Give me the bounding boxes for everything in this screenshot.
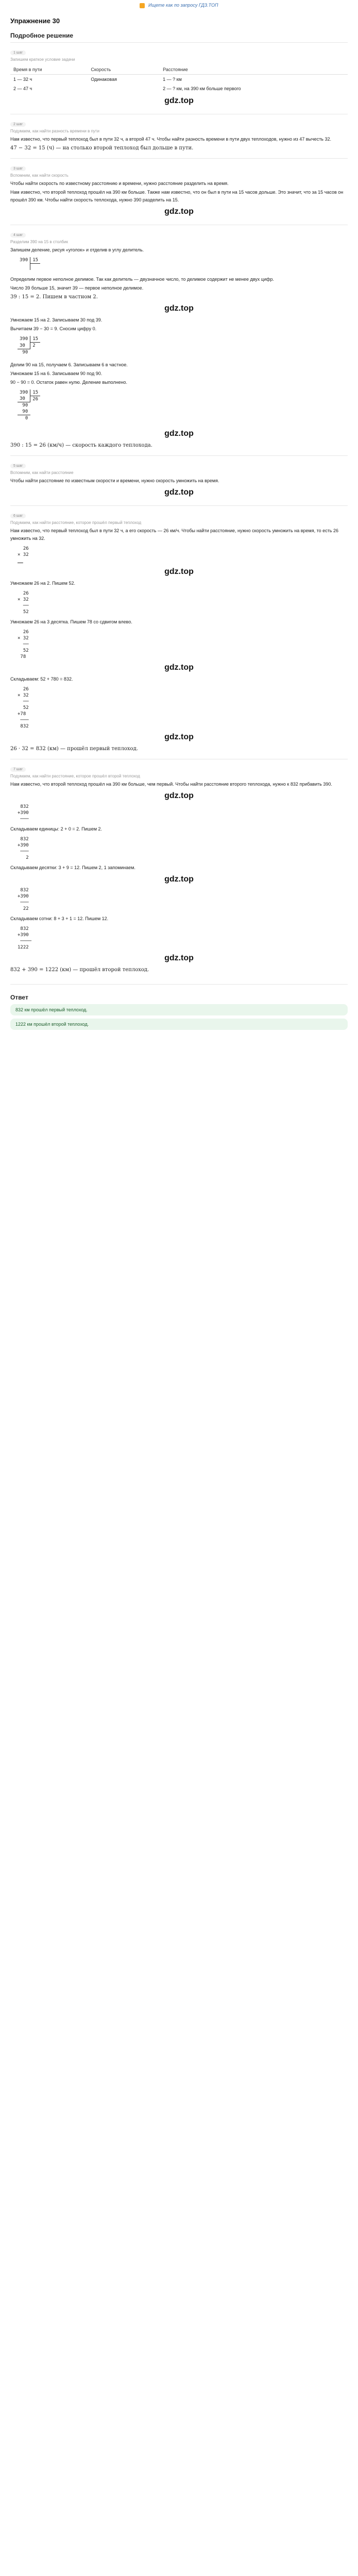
- watermark: gdz.top: [164, 96, 194, 105]
- watermark: gdz.top: [164, 567, 194, 576]
- step-pill: 2 шаг: [10, 122, 26, 127]
- step-4: [10, 225, 348, 455]
- step-text: Число 39 больше 15, значит 39 — первое неполное делимое.: [10, 285, 144, 291]
- answer-line: 832 км прошёл первый теплоход.: [10, 1004, 348, 1015]
- step-text: Определим первое неполное делимое. Так как делитель — двузначное число, то делимое содержит не менее двух цифр.: [10, 277, 274, 282]
- table-cell: 1 — ? км: [163, 77, 182, 82]
- step-action: Подумаем, как найти разность времени в пути: [10, 129, 100, 133]
- logo-icon: [140, 3, 145, 8]
- watermark: gdz.top: [164, 488, 194, 497]
- step-text: Умножаем 15 на 2. Записываем 30 под 39.: [10, 317, 103, 323]
- step-pill: 7 шаг: [10, 767, 26, 772]
- watermark: gdz.top: [164, 791, 194, 800]
- step-5: [10, 455, 348, 505]
- table-cell: [88, 84, 160, 93]
- answer-section: [10, 984, 348, 1030]
- column-addition: 832 +390 ─── 22: [18, 888, 29, 911]
- table-cell: 1 — 32 ч: [13, 77, 32, 82]
- answer-title: Ответ: [10, 994, 28, 1001]
- table-header: Время в пути: [10, 65, 88, 75]
- step-pill: 3 шаг: [10, 166, 26, 171]
- step-text: Нам известно, что второй теплоход прошёл на 390 км больше. Также нам известно, что он был в пути на 15 часов дольше. Это значит, что за 15 часов он прошёл 390 км. Чтобы найти скорость теплохода, нужно 390 разделить на 15.: [10, 190, 344, 202]
- watermark: gdz.top: [164, 875, 194, 884]
- column-multiplication: 26 × 32 ── 52 +78 ─── 832: [18, 687, 29, 729]
- step-equation: 390 : 15 = 26 (км/ч) — скорость каждого теплохода.: [10, 443, 152, 448]
- column-multiplication: 26 × 32: [18, 546, 29, 557]
- page-title: Упражнение 30: [10, 17, 60, 25]
- step-text: Делим 90 на 15, получаем 6. Записываем 6 в частное.: [10, 362, 128, 367]
- step-text: Складываем: 52 + 780 = 832.: [10, 676, 73, 682]
- watermark: gdz.top: [164, 304, 194, 313]
- step-text: 90 − 90 = 0. Остаток равен нулю. Деление выполнено.: [10, 379, 127, 385]
- column-addition: 832 +390 ─── 2: [18, 837, 29, 860]
- step-text: Вычитаем 39 − 30 = 9. Сносим цифру 0.: [10, 326, 97, 331]
- step-action: Вспомним, как найти скорость: [10, 173, 69, 178]
- step-text: Умножаем 26 на 2. Пишем 52.: [10, 581, 76, 586]
- top-banner[interactable]: [0, 0, 358, 14]
- watermark: gdz.top: [164, 733, 194, 741]
- top-banner-text: Ищете как по запросу ГДЗ.ТОП: [148, 3, 218, 8]
- step-text: Умножаем 15 на 6. Записываем 90 под 90.: [10, 370, 103, 376]
- step-text: Запишем деление, рисуя «уголок» и отделив в углу делитель.: [10, 247, 144, 252]
- step-equation: 47 − 32 = 15 (ч) — на столько второй теплоход был дольше в пути.: [10, 145, 194, 151]
- step-action: Запишем краткое условие задачи: [10, 57, 75, 62]
- column-multiplication: 26 × 32 ── 52: [18, 591, 29, 615]
- step-text: Нам известно, что первый теплоход был в пути 32 ч, а второй 47 ч. Чтобы найти разность времени в пути двух теплоходов, нужно из 47 вычесть 32.: [10, 137, 332, 142]
- watermark: gdz.top: [164, 429, 194, 438]
- step-action: Разделим 390 на 15 в столбик: [10, 240, 68, 244]
- watermark: gdz.top: [164, 954, 194, 962]
- table-cell: Одинаковая: [91, 77, 117, 82]
- table-header: Расстояние: [160, 65, 348, 75]
- long-division: 390 15 30 26 90 90 0: [18, 389, 40, 422]
- step-action: Подумаем, как найти расстояние, которое прошёл второй теплоход: [10, 774, 140, 778]
- step-6: [10, 505, 348, 759]
- step-7: [10, 759, 348, 980]
- step-text: Складываем единицы: 2 + 0 = 2. Пишем 2.: [10, 826, 103, 832]
- table-header: Скорость: [88, 65, 160, 75]
- step-text: Умножаем 26 на 3 десятка. Пишем 78 со сдвигом влево.: [10, 619, 132, 624]
- step-3: [10, 158, 348, 225]
- column-multiplication: 26 × 32 ── 52 78: [18, 630, 29, 659]
- step-2: [10, 114, 348, 158]
- table-row: [10, 75, 348, 84]
- step-text: Чтобы найти скорость по известному расстоянию и времени, нужно расстояние разделить на время.: [10, 181, 229, 186]
- section-title: Подробное решение: [10, 32, 74, 39]
- watermark: gdz.top: [164, 207, 194, 216]
- step-equation: 39 : 15 = 2. Пишем в частном 2.: [10, 294, 98, 300]
- long-division: 390 15 30 2 90: [18, 336, 40, 355]
- step-text: Складываем десятки: 3 + 9 = 12. Пишем 2, 1 запоминаем.: [10, 865, 135, 870]
- long-division: 390 15: [18, 257, 40, 270]
- step-equation: 26 · 32 = 832 (км) — прошёл первый теплоход.: [10, 746, 138, 752]
- answer-line: 1222 км прошёл второй теплоход.: [10, 1019, 348, 1030]
- step-text: Нам известно, что первый теплоход был в пути 32 ч, а его скорость — 26 км/ч. Чтобы найти расстояние, нужно скорость умножить на время, то есть 26 умножить на 32.: [10, 528, 338, 541]
- step-action: Подумаем, как найти расстояние, которое прошёл первый теплоход: [10, 520, 142, 525]
- step-pill: 5 шаг: [10, 464, 26, 468]
- step-pill: 4 шаг: [10, 233, 26, 238]
- step-1: [10, 42, 348, 114]
- column-addition: 832 +390 ───: [18, 804, 29, 822]
- step-pill: 6 шаг: [10, 514, 26, 518]
- table-cell: 2 — 47 ч: [13, 86, 32, 91]
- table-row: [10, 84, 348, 93]
- watermark: gdz.top: [164, 663, 194, 672]
- step-text: Складываем сотни: 8 + 3 + 1 = 12. Пишем 12.: [10, 916, 109, 921]
- solution-content: [0, 32, 358, 1030]
- step-equation: 832 + 390 = 1222 (км) — прошёл второй теплоход.: [10, 967, 149, 973]
- step-pill: 1 шаг: [10, 50, 26, 55]
- step-action: Вспомним, как найти расстояние: [10, 470, 74, 475]
- step-text: Нам известно, что второй теплоход прошёл на 390 км больше, чем первый. Чтобы найти расстояние второго теплохода, нужно к 832 прибавить 390.: [10, 782, 332, 787]
- condition-table: [10, 65, 348, 93]
- table-cell: 2 — ? км, на 390 км больше первого: [163, 86, 241, 91]
- step-text: Чтобы найти расстояние по известным скорости и времени, нужно скорость умножить на время.: [10, 478, 219, 483]
- column-addition: 832 +390 ──── 1222: [18, 926, 32, 950]
